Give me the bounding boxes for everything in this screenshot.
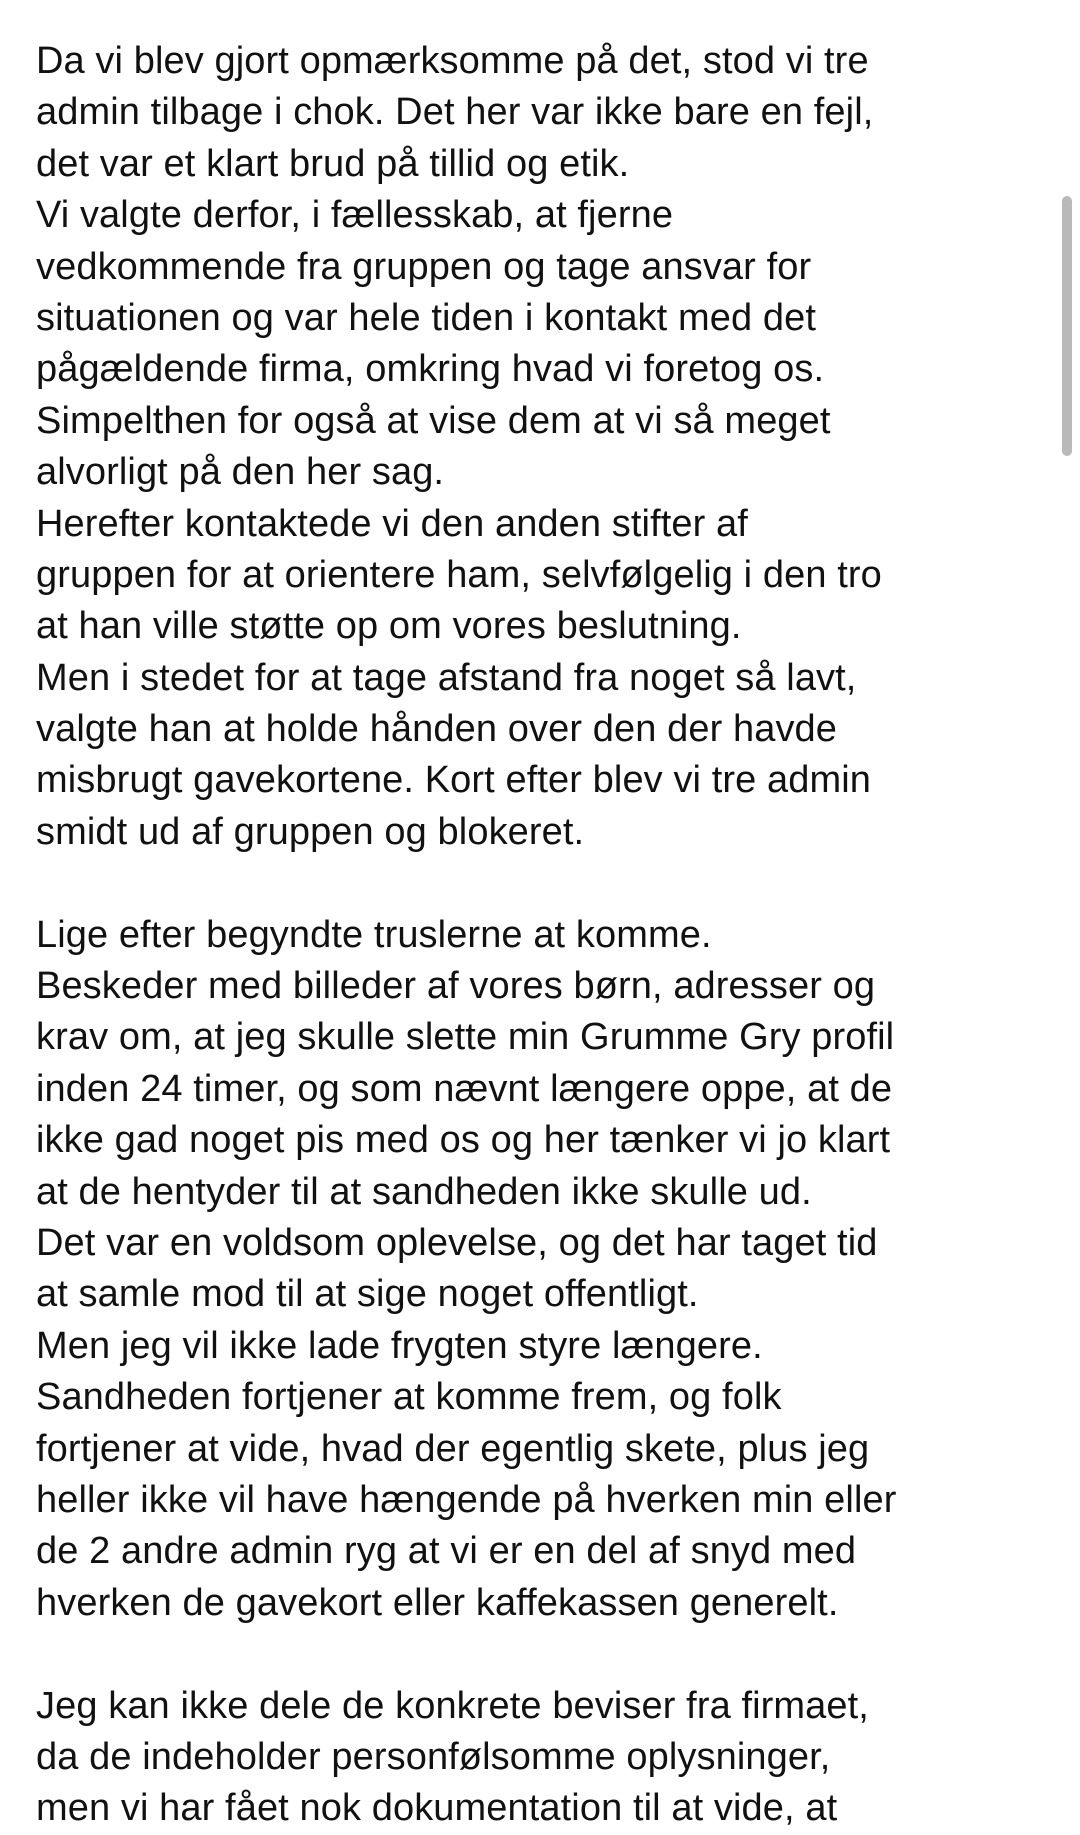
paragraph-spacer (36, 858, 1046, 909)
text-line: Beskeder med billeder af vores børn, adresser og (36, 965, 876, 1008)
text-line: heller ikke vil have hængende på hverken min eller (36, 1478, 897, 1521)
text-line: inden 24 timer, og som nævnt længere oppe, at de (36, 1067, 893, 1110)
text-line: at de hentyder til at sandheden ikke skulle ud. (36, 1170, 812, 1213)
paragraph (36, 910, 1046, 1629)
scrollbar-thumb[interactable] (1062, 196, 1072, 456)
post-body-text (36, 36, 1046, 1835)
text-line: misbrugt gavekortene. Kort efter blev vi tre admin (36, 759, 872, 802)
text-line: krav om, at jeg skulle slette min Grumme Gry profil (36, 1016, 895, 1059)
text-line: situationen og var hele tiden i kontakt med det (36, 296, 816, 339)
text-line: pågældende firma, omkring hvad vi foretog os. (36, 348, 825, 391)
text-line: vedkommende fra gruppen og tage ansvar for (36, 245, 812, 288)
text-line: men vi har fået nok dokumentation til at vide, at (36, 1787, 838, 1830)
text-line: Sandheden fortjener at komme frem, og folk (36, 1376, 782, 1419)
text-line: Herefter kontaktede vi den anden stifter af (36, 502, 748, 545)
text-line: Da vi blev gjort opmærksomme på det, stod vi tre (36, 40, 869, 82)
text-line: Det var en voldsom oplevelse, og det har taget tid (36, 1221, 878, 1264)
text-line: hverken de gavekort eller kaffekassen generelt. (36, 1581, 839, 1624)
text-line: gruppen for at orientere ham, selvfølgelig i den tro (36, 553, 882, 596)
text-line: admin tilbage i chok. Det her var ikke bare en fejl, (36, 91, 874, 134)
text-line: Jeg kan ikke dele de konkrete beviser fra firmaet, (36, 1684, 869, 1727)
paragraph (36, 1681, 1046, 1835)
text-line: fortjener at vide, hvad der egentlig skete, plus jeg (36, 1427, 870, 1470)
paragraph-spacer (36, 1629, 1046, 1680)
text-line: de 2 andre admin ryg at vi er en del af snyd med (36, 1530, 857, 1573)
text-line: valgte han at holde hånden over den der havde (36, 708, 838, 751)
text-line: at samle mod til at sige noget offentligt. (36, 1273, 699, 1316)
text-line: at han ville støtte op om vores beslutning. (36, 605, 742, 648)
text-line: ikke gad noget pis med os og her tænker vi jo klart (36, 1119, 891, 1162)
text-line: smidt ud af gruppen og blokeret. (36, 810, 585, 853)
text-line: da de indeholder personfølsomme oplysninger, (36, 1735, 831, 1778)
text-line: Men i stedet for at tage afstand fra noget så lavt, (36, 656, 857, 699)
text-line: Simpelthen for også at vise dem at vi så meget (36, 399, 831, 442)
text-line: alvorligt på den her sag. (36, 451, 445, 494)
text-line: Men jeg vil ikke lade frygten styre længere. (36, 1324, 763, 1367)
text-line: Vi valgte derfor, i fællesskab, at fjerne (36, 194, 674, 237)
paragraph (36, 36, 1046, 858)
text-line: Lige efter begyndte truslerne at komme. (36, 913, 712, 956)
text-line: det var et klart brud på tillid og etik. (36, 142, 630, 185)
